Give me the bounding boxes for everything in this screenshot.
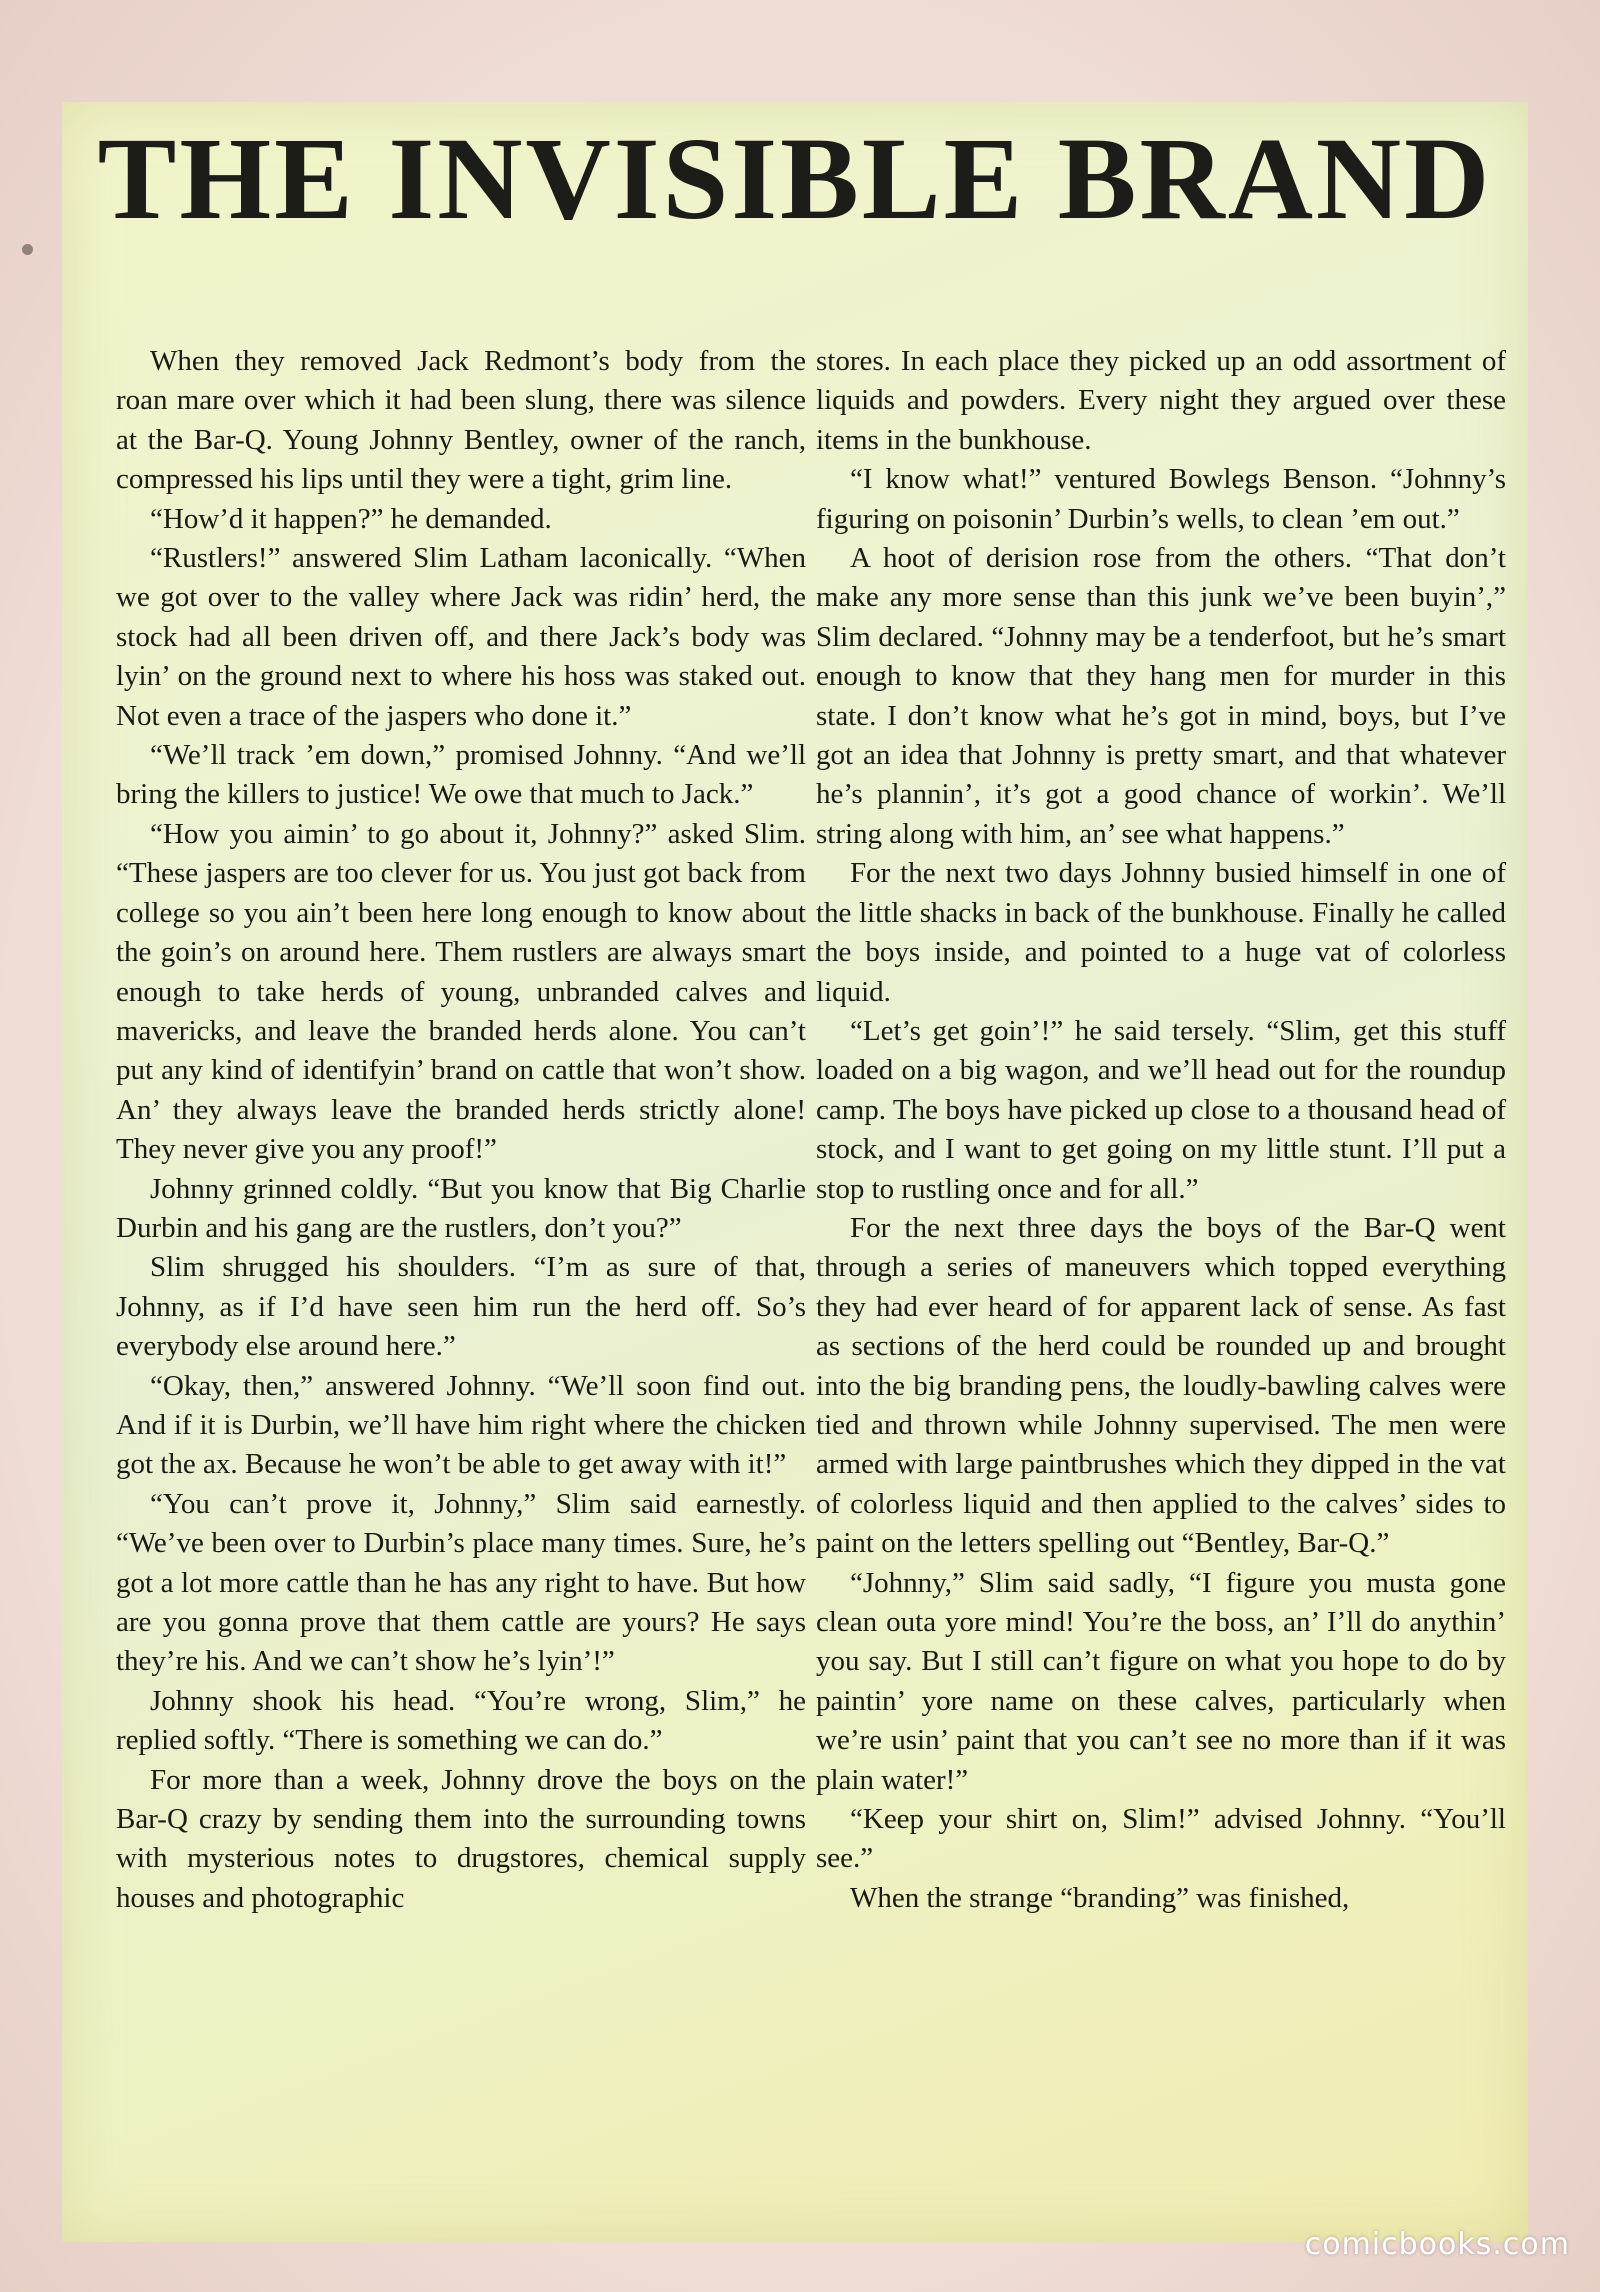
paragraph: “I know what!” ventured Bowlegs Benson. “Johnny’s figuring on poisonin’ Durbin’s wells, to clean ’em out.”: [816, 463, 1506, 535]
paragraph: “We’ll track ’em down,” promised Johnny. “And we’ll bring the killers to justice! We owe that much to Jack.”: [116, 739, 806, 811]
paragraph: “Keep your shirt on, Slim!” advised Johnny. “You’ll see.”: [816, 1803, 1506, 1875]
text-columns: [116, 342, 1506, 2222]
paragraph: Johnny shook his head. “You’re wrong, Slim,” he replied softly. “There is something we can do.”: [116, 1684, 806, 1757]
story-title: THE INVISIBLE BRAND: [97, 113, 1493, 244]
paragraph: A hoot of derision rose from the others. “That don’t make any more sense than this junk we’ve been buyin’,” Slim declared. “Johnny may be a tenderfoot, but he’s smart enough to know that they hang men for murder in this state. I don’t know what he’s got in mind, boys, but I’ve got an idea that Johnny is pretty smart, and that whatever he’s plannin’, it’s got a good chance of workin’. We’ll string along with him, an’ see what happens.”: [816, 542, 1506, 850]
paragraph: “Rustlers!” answered Slim Latham laconically. “When we got over to the valley where Jack was ridin’ herd, the stock had all been driven off, and there Jack’s body was lyin’ on the ground next to where his hoss was staked out. Not even a trace of the jaspers who done it.”: [116, 542, 806, 732]
paragraph: Johnny grinned coldly. “But you know that Big Charlie Durbin and his gang are the rustlers, don’t you?”: [116, 1172, 806, 1244]
ink-smudge: [22, 244, 33, 255]
right-column: [816, 342, 1506, 2222]
paragraph: “Okay, then,” answered Johnny. “We’ll soon find out. And if it is Durbin, we’ll have him right where the chicken got the ax. Because he won’t be able to get away with it!”: [116, 1369, 806, 1481]
paragraph: stores. In each place they picked up an odd assortment of liquids and powders. Every night they argued over these items in the bunkhouse.: [816, 345, 1506, 456]
paragraph: “How’d it happen?” he demanded.: [150, 502, 552, 535]
paragraph: When the strange “branding” was finished,: [850, 1881, 1350, 1914]
paragraph: “Johnny,” Slim said sadly, “I figure you musta gone clean outa yore mind! You’re the boss, an’ I’ll do anythin’ you say. But I still can’t figure on what you hope to do by paintin’ yore name on these calves, particularly when we’re usin’ paint that you can’t see no more than if it was plain water!”: [816, 1566, 1506, 1796]
paragraph: For the next two days Johnny busied himself in one of the little shacks in back of the bunkhouse. Finally he called the boys inside, and pointed to a huge vat of colorless liquid.: [816, 857, 1506, 1008]
paragraph: For more than a week, Johnny drove the boys on the Bar-Q crazy by sending them into the surrounding towns with mysterious notes to drugstores, chemical supply houses and photographic: [116, 1763, 806, 1914]
paragraph: For the next three days the boys of the Bar-Q went through a series of maneuvers which topped everything they had ever heard of for apparent lack of sense. As fast as sections of the herd could be rounded up and brought into the big branding pens, the loudly-bawling calves were tied and thrown while Johnny supervised. The men were armed with large paintbrushes which they dipped in the vat of colorless liquid and then applied to the calves’ sides to paint on the letters spelling out “Bentley, Bar-Q.”: [816, 1211, 1506, 1560]
paragraph: “Let’s get goin’!” he said tersely. “Slim, get this stuff loaded on a big wagon, and we’ll head out for the roundup camp. The boys have picked up close to a thousand head of stock, and I want to get going on my little stunt. I’ll put a stop to rustling once and for all.”: [816, 1014, 1506, 1205]
paragraph: “How you aimin’ to go about it, Johnny?” asked Slim. “These jaspers are too clever for us. You just got back from college so you ain’t been here long enough to know about the goin’s on around here. Them rustlers are always smart enough to take herds of young, unbranded calves and mavericks, and leave the branded herds alone. You can’t put any kind of identifyin’ brand on cattle that won’t show. An’ they always leave the branded herds strictly alone! They never give you any proof!”: [116, 817, 806, 1166]
left-column: [116, 342, 806, 2222]
paragraph: When they removed Jack Redmont’s body from the roan mare over which it had been slung, there was silence at the Bar-Q. Young Johnny Bentley, owner of the ranch, compressed his lips until they were a tight, grim line.: [116, 345, 806, 496]
site-watermark: comicbooks.com: [1304, 2227, 1570, 2262]
paragraph: “You can’t prove it, Johnny,” Slim said earnestly. “We’ve been over to Durbin’s place many times. Sure, he’s got a lot more cattle than he has any right to have. But how are you gonna prove that them cattle are yours? He says they’re his. And we can’t show he’s lyin’!”: [116, 1487, 806, 1678]
story-panel: [62, 102, 1528, 2242]
paragraph: Slim shrugged his shoulders. “I’m as sure of that, Johnny, as if I’d have seen him run the herd off. So’s everybody else around here.”: [116, 1251, 806, 1363]
